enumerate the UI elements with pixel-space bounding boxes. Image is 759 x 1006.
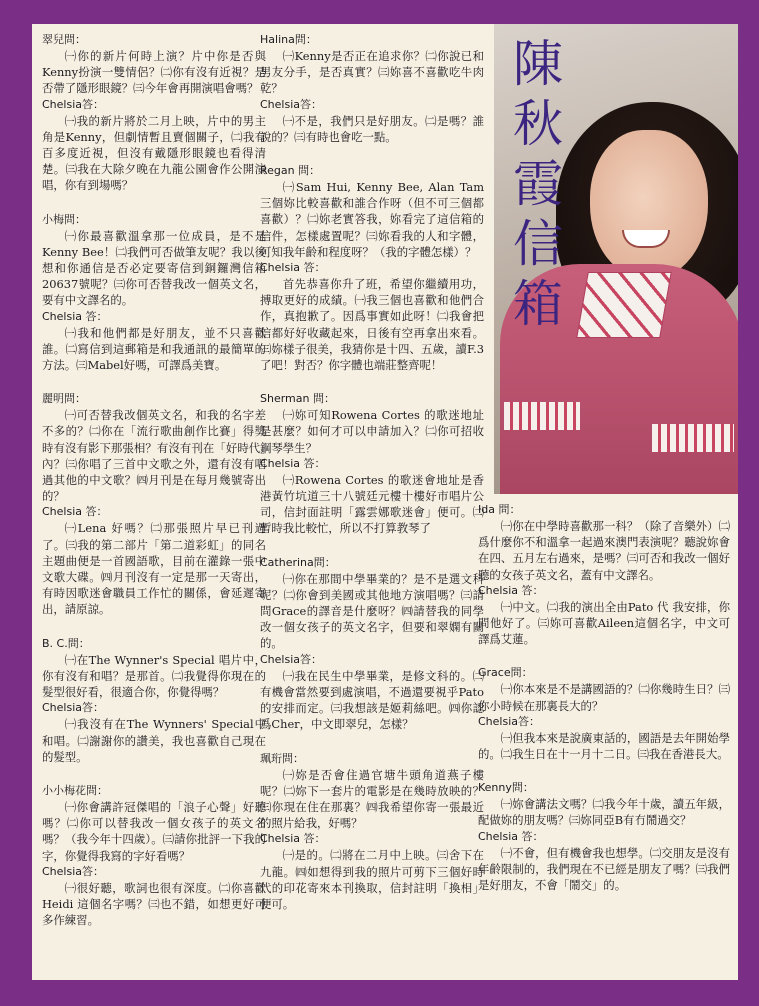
question-header: 小小梅花問：	[42, 783, 108, 797]
reply-header: Chelsia答：	[42, 864, 105, 878]
title-char: 箱	[513, 275, 563, 333]
letter-section	[260, 555, 484, 733]
reply-header: Chelsia答：	[478, 714, 541, 728]
answer-text: ㈠中文。㈡我的演出全由Pato 代 我安排，你問他好了。㈢妳可喜歡Aileen這個名字，中文可譯爲艾蓮。	[478, 599, 730, 647]
question-header: 麗明問：	[42, 392, 86, 406]
letter-section	[260, 163, 484, 373]
reply-header: Chelsia 答：	[42, 505, 108, 519]
letter-section	[478, 780, 730, 893]
checkered-cuff-right	[652, 424, 734, 452]
answer-text: ㈠不是，我們只是好朋友。㈡是嗎？誰說的？㈢有時也會吃一點。	[260, 113, 484, 144]
letter-section	[42, 32, 266, 194]
face-shape	[590, 130, 708, 280]
column-left	[42, 32, 266, 946]
answer-text: ㈠我在民生中學畢業，是修文科的。㈡有機會當然要到處演唱，不過還要視乎Pato的安排而定。㈢我想該是姬莉絲吧。㈣你認爲Cher，中文即翠兒，怎樣？	[260, 668, 484, 732]
question-text: ㈠在The Wynner's Special 唱片中，你有沒有和唱？是那首。㈡我覺得你現在的髮型很好看，很適合你，你覺得嗎？	[42, 652, 266, 700]
letter-section	[260, 32, 484, 145]
column-title	[506, 34, 570, 334]
answer-text: ㈠但我本來是說廣東話的，國語是去年開始學的。㈡我生日在十一月十二日。㈢我在香港長大。	[478, 730, 730, 762]
letter-section	[478, 502, 730, 647]
letter-section	[478, 665, 730, 762]
question-text: ㈠你的新片何時上演？片中你是否與Kenny扮演一雙情侶？㈡你有沒有近視？是否帶了隱形眼鏡？㈢今年會再開演唱會嗎？	[42, 49, 266, 96]
question-header: Halina問：	[260, 33, 317, 46]
reply-header: Chelsia答：	[42, 701, 105, 715]
checkered-cuff-left	[504, 402, 580, 430]
answer-text: ㈠我和他們都是好朋友，並不只喜歡誰。㈡寫信到這郵箱是和我通訊的最簡單的方法。㈢Mabel好嗎，可譯爲美寶。	[42, 325, 266, 373]
letter-section	[260, 751, 484, 913]
question-header: Grace問：	[478, 666, 533, 680]
answer-text: ㈠我沒有在The Wynners' Special中和唱。㈡謝謝你的讚美，我也喜歡自己現在的髮型。	[42, 717, 266, 764]
reply-header: Chelsia答：	[260, 97, 323, 111]
letter-section	[42, 783, 266, 928]
question-text: ㈠妳是否會住過官塘牛頭角道燕子樓呢？㈡妳下一套片的電影是在幾時放映的？㈢你現在住在那裏？㈣我希望你寄一張最近的照片給我，好嗎？	[260, 767, 484, 831]
reply-header: Chelsia答：	[260, 652, 323, 666]
answer-text: ㈠很好聽，歌詞也很有深度。㈡你喜歡Heidi 這個名字嗎？㈢也不錯，如想更好可多作練習。	[42, 880, 266, 928]
question-text: ㈠妳會講法文嗎？㈡我今年十歲，讀五年級，配做妳的朋友嗎？㈢妳同亞B有冇鬧過交？	[478, 797, 730, 828]
letter-section	[260, 391, 484, 536]
reply-header: Chelsia 答：	[260, 832, 326, 846]
reply-header: Chelsia 答：	[478, 829, 544, 843]
question-text: ㈠你最喜歡溫拿那一位成員，是不是Kenny Bee！㈡我們可否做筆友呢？我以後想和你通信是否必定要寄信到銅鑼灣信箱20637號呢？㈢你可否替我改一個英文名，要有中文譯名的。	[42, 228, 266, 308]
reply-header: Chelsia 答：	[260, 456, 326, 470]
question-text: ㈠你在那間中學畢業的？是不是選文科呢？㈡你會到美國或其他地方演唱嗎？㈢請問Grace的譯音是什麼呀？㈣請替我的同學改一個女孩子的英文名字，但要和翠嫻有關的。	[260, 571, 484, 651]
answer-text: ㈠不會，但有機會我也想學。㈡交朋友是沒有年齡限制的，我們現在不已經是朋友了嗎？㈢我們是好朋友，不會「鬧交」的。	[478, 845, 730, 893]
question-header: B. C.問：	[42, 636, 90, 650]
question-text: ㈠你在中學時喜歡那一科？（除了音樂外）㈡爲什麼你不和溫拿一起過來澳門表演呢？聽說妳會在四、五月左右過來，是嗎？㈢可否和我改一個好聽的女孩子英文名，蓋有中文譯名。	[478, 519, 730, 582]
question-header: Ida 問：	[478, 503, 521, 516]
letter-section	[42, 212, 266, 374]
title-char: 秋	[513, 95, 563, 153]
question-header: Kenny問：	[478, 781, 534, 795]
title-char: 信	[513, 215, 563, 273]
checkered-collar	[576, 272, 672, 338]
answer-text: ㈠是的。㈡將在二月中上映。㈢舍下在九龍。㈣如想得到我的照片可剪下三個好時代的印花寄來本刊換取，信封註明「換相」便可。	[260, 848, 484, 911]
answer-text: ㈠我的新片將於二月上映，片中的男主角是Kenny，但劇情暫且賣個關子，㈡我有百多度近視，但沒有戴隱形眼鏡也看得清楚。㈢我在大除夕晚在九龍公園會作公開演唱，你有到場嗎？	[42, 113, 266, 193]
question-header: Regan 問：	[260, 164, 321, 178]
reply-header: Chelsia 答：	[260, 261, 326, 275]
title-char: 陳	[513, 35, 563, 93]
question-header: 珮珩問：	[260, 751, 304, 765]
reply-header: Chelsia答：	[42, 97, 105, 111]
answer-text: ㈠Lena 好嗎？㈡那張照片早已刊過了。㈢我的第二部片「第二道彩虹」的同名主題曲便是一首國語歌，目前在灌錄一張中文歌大碟。㈣月刊沒有一定是那一天寄出，有時因歌迷會職員工作忙的關係，會延遲寄出，請原諒。	[42, 521, 266, 617]
question-text: ㈠妳可知Rowena Cortes 的歌迷地址是甚麼？如何才可以申請加入？㈡你可招收鋼琴學生？	[260, 408, 484, 455]
question-header: Catherina問：	[260, 555, 336, 569]
answer-text: 首先恭喜你升了班，希望你繼續用功，搏取更好的成績。㈠我三個也喜歡和他們合作，真抱歉了。因爲事實如此呀！㈡我會把信都好好收藏起來，日後有空再拿出來看。㈢妳樣子很美，我猜你是十四、五歲，讀F.3了吧！對否？你字體也端莊整齊呢！	[260, 277, 484, 373]
letter-section	[42, 636, 266, 765]
reply-header: Chelsia 答：	[42, 309, 108, 323]
magazine-page	[32, 24, 738, 980]
answer-text: ㈠Rowena Cortes 的歌迷會地址是香港黃竹坑道三十八號廷元樓十樓好市唱片公司，信封面註明「露雲娜歌迷會」便可。㈡暫時我比較忙，所以不打算教琴了	[260, 472, 484, 536]
question-text: ㈠你會講許冠傑唱的「浪子心聲」好聽嗎？㈡你可以替我改一個女孩子的英文名嗎？（我今年十四歲）。㈢請你批評一下我的字，你覺得我寫的字好看嗎？	[42, 799, 266, 863]
column-right	[478, 502, 730, 911]
question-text: ㈠Kenny是否正在追求你？㈡你說已和男友分手，是否真實？㈢妳喜不喜歡吃牛肉乾？	[260, 49, 484, 96]
question-header: Sherman 問：	[260, 392, 335, 406]
question-text: ㈠可否替我改個英文名，和我的名字差不多的？㈡你在「流行歌曲創作比賽」得獎時有沒有影下那張相？有沒有刊在「好時代」內？㈢你唱了三首中文歌之外，還有沒有唱過其他的中文歌？㈣月刊是在每月幾號寄出的？	[42, 408, 266, 504]
question-text: ㈠你本來是不是講國語的？㈡你幾時生日？㈢你小時候在那裏長大的？	[478, 682, 730, 713]
question-header: 翠兒問：	[42, 33, 86, 46]
reply-header: Chelsia 答：	[478, 583, 544, 597]
question-text: ㈠Sam Hui, Kenny Bee, Alan Tam三個妳比較喜歡和誰合作呀（但不可三個都喜歡）？㈡妳老實答我，妳看完了這信箱的信件，怎樣處置呢？㈢妳看我的人和字體，可知我年齡和程度呀？（我的字體怎樣）？	[260, 180, 484, 259]
question-header: 小梅問：	[42, 212, 86, 226]
column-middle	[260, 32, 484, 930]
title-char: 霞	[513, 155, 563, 213]
letter-section	[42, 391, 266, 617]
